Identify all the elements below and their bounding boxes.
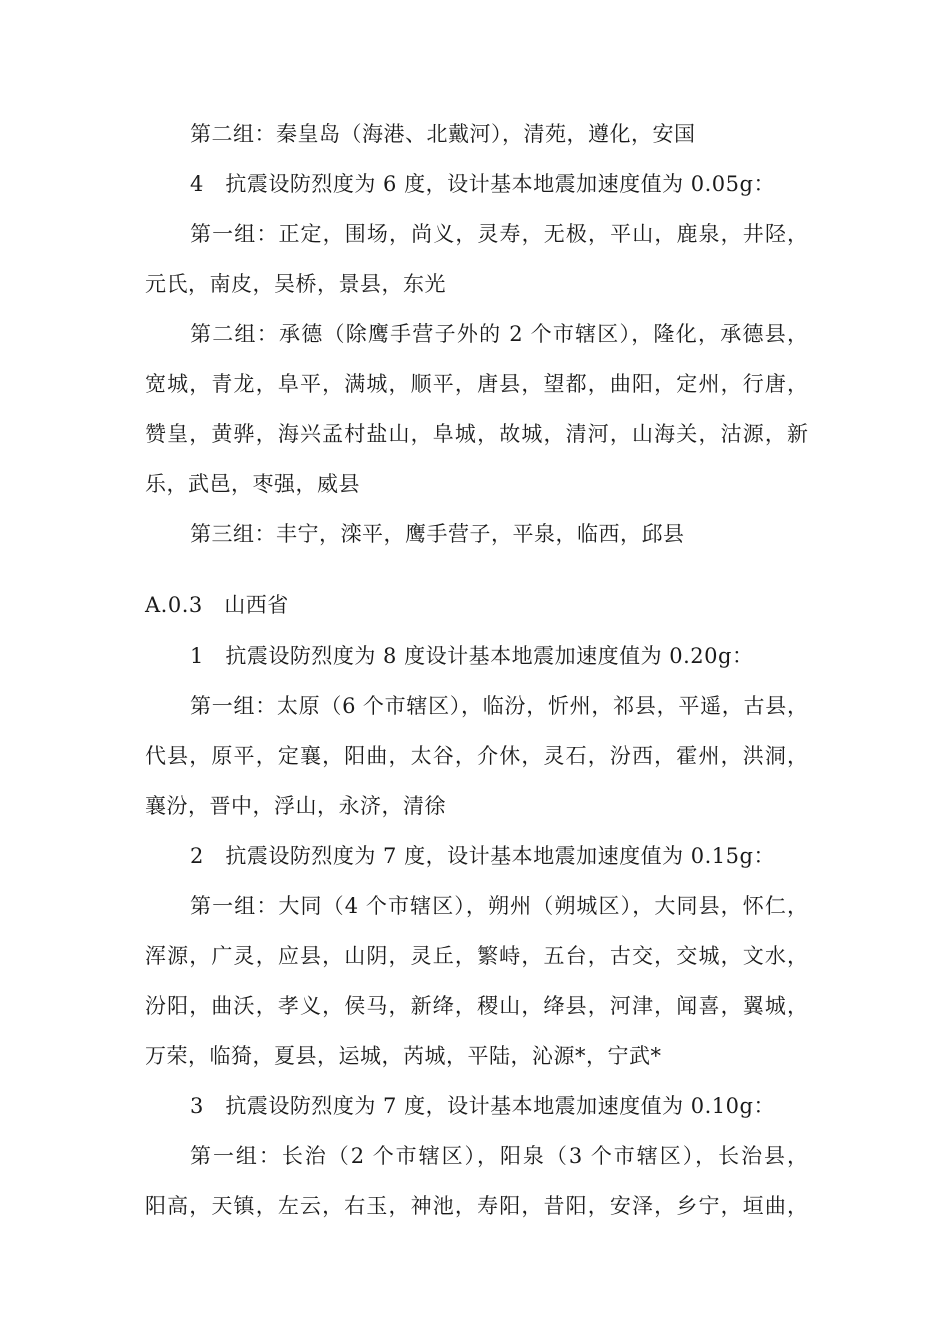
text-line: 阳高，天镇，左云，右玉，神池，寿阳，昔阳，安泽，乡宁，垣曲，: [145, 1194, 808, 1218]
section-heading: A.0.3 山西省: [145, 593, 289, 617]
text-line: 赞皇，黄骅，海兴孟村盐山，阜城，故城，清河，山海关，沽源，新: [145, 422, 808, 446]
text-line: 浑源，广灵，应县，山阴，灵丘，繁峙，五台，古交，交城，文水，: [145, 944, 808, 968]
text-line: 第一组：长治（2 个市辖区），阳泉（3 个市辖区），长治县，: [190, 1144, 808, 1168]
text-line: 乐，武邑，枣强，威县: [145, 472, 360, 496]
text-line: 2 抗震设防烈度为 7 度，设计基本地震加速度值为 0.15g：: [190, 844, 775, 868]
text-line: 万荣，临猗，夏县，运城，芮城，平陆，沁源*，宁武*: [145, 1044, 662, 1068]
text-line: 襄汾，晋中，浮山，永济，清徐: [145, 794, 446, 818]
text-line: 汾阳，曲沃，孝义，侯马，新绛，稷山，绛县，河津，闻喜，翼城，: [145, 994, 808, 1018]
text-line: 代县，原平，定襄，阳曲，太谷，介休，灵石，汾西，霍州，洪洞，: [145, 744, 808, 768]
text-line: 第三组：丰宁，滦平，鹰手营子，平泉，临西，邱县: [190, 522, 685, 546]
text-line: 1 抗震设防烈度为 8 度设计基本地震加速度值为 0.20g：: [190, 644, 754, 668]
text-line: 4 抗震设防烈度为 6 度，设计基本地震加速度值为 0.05g：: [190, 172, 775, 196]
text-line: 第一组：太原（6 个市辖区），临汾，忻州，祁县，平遥，古县，: [190, 694, 808, 718]
text-line: 第二组：承德（除鹰手营子外的 2 个市辖区），隆化，承德县，: [190, 322, 808, 346]
text-line: 第一组：正定，围场，尚义，灵寿，无极，平山，鹿泉，井陉，: [190, 222, 808, 246]
text-line: 元氏，南皮，吴桥，景县，东光: [145, 272, 446, 296]
text-line: 第一组：大同（4 个市辖区），朔州（朔城区），大同县，怀仁，: [190, 894, 808, 918]
text-line: 第二组：秦皇岛（海港、北戴河），清苑，遵化，安国: [190, 122, 696, 146]
text-line: 3 抗震设防烈度为 7 度，设计基本地震加速度值为 0.10g：: [190, 1094, 775, 1118]
text-line: 宽城，青龙，阜平，满城，顺平，唐县，望都，曲阳，定州，行唐，: [145, 372, 808, 396]
